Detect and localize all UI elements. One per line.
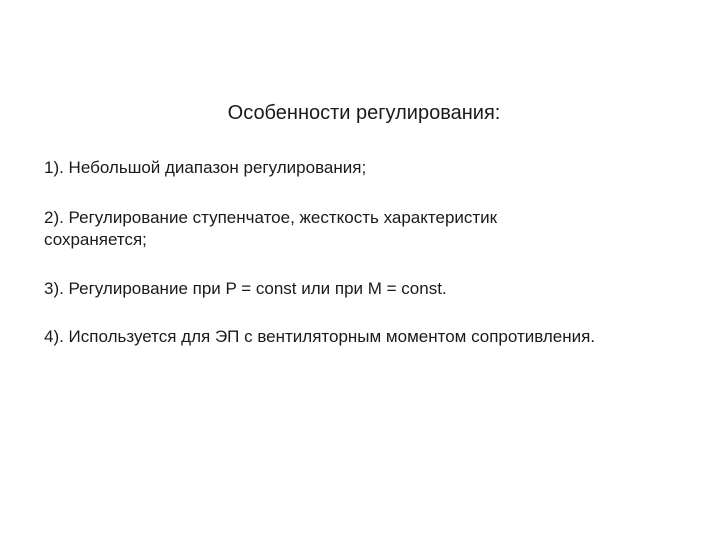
list-item: 2). Регулирование ступенчатое, жесткость характеристик сохраняется; [44,208,498,249]
list-item: 1). Небольшой диапазон регулирования; [44,158,367,177]
list-item: 3). Регулирование при P = const или при M = const. [44,279,447,298]
slide-title: Особенности регулирования: [227,102,501,124]
list-item: 4). Используется для ЭП с вентиляторным моментом сопротивления. [44,327,596,346]
